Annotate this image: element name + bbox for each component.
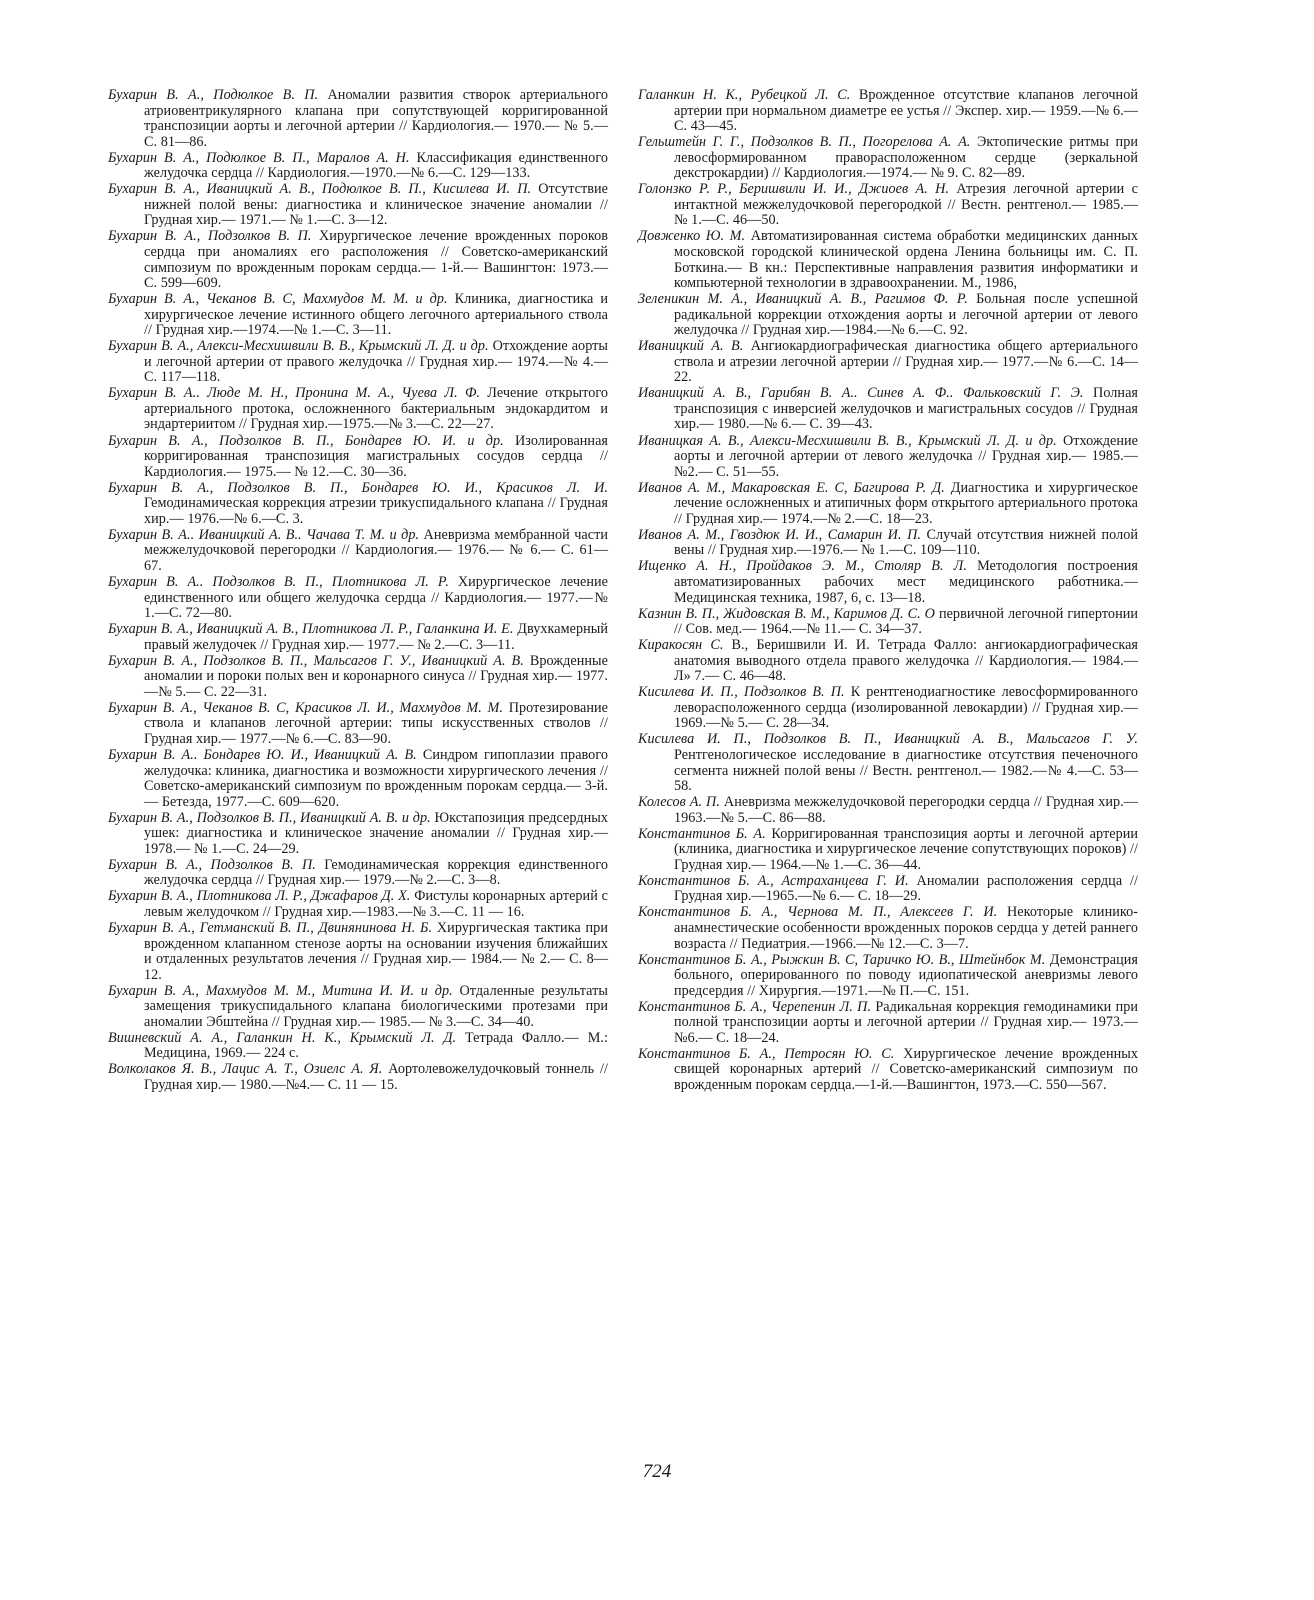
reference-entry (638, 339, 1138, 386)
reference-text: Хирургическое лечение единственного или общего желудочка сердца // Кардиология.— 1977.—№ 1.—С. 72—80. (144, 573, 608, 622)
reference-text: Некоторые клинико-анамнестические особенности врожденных пороков сердца у детей раннего возраста // Педиатрия.—1966.—№ 12.—С. 3—7. (674, 904, 1138, 952)
reference-entry (108, 921, 608, 983)
reference-text: Ангиокардиографическая диагностика общего артериального ствола и атрезии легочной артерии // Грудная хир.— 1977.—№ 6.—С. 14—22. (674, 338, 1138, 386)
reference-text: Врожденные аномалии и пороки полых вен и коронарного синуса // Грудная хир.— 1977.—№ 5.— С. 22—31. (144, 652, 608, 700)
reference-entry (108, 811, 608, 858)
reference-entry (108, 339, 608, 386)
reference-entry (638, 638, 1138, 685)
reference-authors: Бухарин В. А., Подюлкое В. П. (108, 87, 319, 103)
reference-entry (638, 905, 1138, 952)
reference-text: Аномалии расположения сердца // Грудная хир.—1965.—№ 6.— С. 18—29. (674, 872, 1138, 905)
reference-text: Фистулы коронарных артерий с левым желудочком // Грудная хир.—1983.—№ 3.—С. 11 — 16. (144, 888, 608, 920)
reference-text: Рентгенологическое исследование в диагностике отсутствия печеночного сегмента нижней полой вены // Вестн. рентгенол.— 1982.—№ 4.—С. 53—58. (674, 746, 1138, 795)
reference-text: Атрезия легочной артерии с интактной межжелудочковой перегородкой // Вестн. рентгенол.— 1985.— № 1.—С. 46—50. (674, 181, 1138, 229)
reference-text: Корригированная транспозиция аорты и легочной артерии (клиника, диагностика и хирургическое лечение сопутствующих пороков) // Грудная хир.— 1964.—№ 1.—С. 36—44. (674, 825, 1138, 873)
reference-authors: Кисилева И. П., Подзолков В. П. (638, 684, 845, 701)
reference-text: Тетрада Фалло.— М.: Медицина, 1969.— 224 с. (144, 1029, 608, 1062)
reference-text: Лечение открытого артериального протока, осложненного бактериальным эндокардитом и эндартериитом // Грудная хир.—1975.—№ 3.—С. 22—27. (144, 385, 609, 433)
reference-authors: Бухарин В. А., Подюлкое В. П., Маралов А. Н. (108, 149, 410, 166)
reference-entry (638, 386, 1138, 433)
reference-authors: Гельштейн Г. Г., Подзолков В. П., Погорелова А. А. (638, 134, 971, 151)
reference-authors: Иванов А. М., Гвоздюк И. И., Самарин И. П. (638, 526, 921, 543)
reference-entry (638, 182, 1138, 229)
reference-entry (108, 182, 608, 229)
reference-text: Случай отсутствия нижней полой вены // Грудная хир.—1976.— № 1.—С. 109—110. (674, 526, 1138, 559)
reference-text: Хирургическое лечение врожденных пороков сердца при аномалиях его расположения // Советско-американский симпозиум по врожденным порокам сердца.— 1-й.— Вашингтон: 1973.— С. 599—609. (144, 228, 608, 292)
reference-text: Юкстапозиция предсердных ушек: диагностика и клиническое значение аномалии // Грудная хир.—1978.— № 1.—С. 24—29. (144, 809, 608, 857)
reference-text: Синдром гипоплазии правого желудочка: клиника, диагностика и возможности хирургического лечения // Советско-американский симпозиум по врожденным порокам сердца.— 3-й.— Бетезда, 1977.—С. 609—620. (144, 746, 608, 810)
reference-entry (108, 386, 608, 433)
reference-authors: Голонзко Р. Р., Беришвили И. И., Джиоев А. Н. (638, 181, 950, 198)
reference-authors: Бухарин В. А., Алекси-Месхишвили В. В., Крымский Л. Д. и др. (108, 338, 489, 355)
page-number: 724 (642, 1461, 672, 1482)
reference-entry (108, 575, 608, 622)
reference-text: К рентгенодиагностике левосформированного леворасположенного сердца (изолированной левокардии) // Грудная хир.— 1969.—№ 5.— С. 28—34. (674, 684, 1138, 732)
reference-authors: Бухарин В. А., Иваницкий А. В., Подюлкое В. П., Кисилева И. П. (108, 181, 532, 198)
reference-authors: Константинов Б. А., Петросян Ю. С. (638, 1045, 895, 1062)
reference-authors: Константинов Б. А., Рыжкин В. С, Таричко Ю. В., Штейнбок М. (638, 951, 1046, 968)
reference-authors: Вишневский А. А., Галанкин Н. К., Крымский Л. Д. (108, 1029, 457, 1046)
reference-entry (108, 481, 608, 528)
reference-text: Аневризма межжелудочковой перегородки сердца // Грудная хир.—1963.—№ 5.—С. 86—88. (674, 794, 1138, 826)
reference-text: Клиника, диагностика и хирургическое лечение истинного общего легочного артериального ствола // Грудная хир.—1974.—№ 1.—С. 3—11. (144, 291, 608, 339)
reference-entry (108, 151, 608, 182)
reference-entry (638, 795, 1138, 826)
reference-authors: Иванов А. М., Макаровская Е. С, Багирова Р. Д. (638, 479, 945, 496)
reference-authors: Бухарин В. А.. Бондарев Ю. И., Иваницкий А. В. (108, 746, 417, 763)
reference-authors: Бухарин В. А., Гетманский В. П., Двинянинова Н. Б. (108, 919, 433, 936)
reference-entry (108, 654, 608, 701)
reference-authors: Бухарин В. А., Подзолков В. П., Бондарев Ю. И., Красиков Л. И. (108, 479, 608, 496)
reference-entry (638, 874, 1138, 905)
reference-authors: Довженко Ю. М. (638, 228, 746, 245)
reference-authors: Константинов Б. А., Астраханцева Г. И. (638, 872, 909, 889)
reference-text: Двухкамерный правый желудочек // Грудная хир.— 1977.— № 2.—С. 3—11. (144, 621, 608, 653)
reference-authors: Зеленикин М. А., Иваницкий А. В., Рагимов Ф. Р. (638, 291, 968, 308)
reference-text: Больная после успешной радикальной коррекции отхождения аорты и легочной артерии от левого желудочка // Грудная хир.—1984.—№ 6.—С. 92. (674, 291, 1138, 339)
reference-authors: Бухарин В. А., Подзолков В. П., Иваницкий А. В. и др. (108, 809, 431, 826)
reference-entry (108, 701, 608, 748)
reference-entry (108, 622, 608, 653)
reference-entry (108, 88, 608, 150)
reference-text: Демонстрация больного, оперированного по поводу идиопатической аневризмы левого предсердия // Хирургия.—1971.—№ П.—С. 151. (674, 951, 1138, 999)
reference-entry (638, 953, 1138, 1000)
reference-authors: Бухарин В. А., Подзолков В. П. (108, 228, 312, 245)
reference-entry (108, 434, 608, 481)
reference-authors: Константинов Б. А., Черепенин Л. П. (638, 998, 872, 1015)
reference-text: Хирургическая тактика при врожденном клапанном стенозе аорты на основании изучения ближайших и отдаленных результатов лечения // Грудная хир.— 1984.— № 2.— С. 8—12. (144, 919, 608, 983)
reference-entry (638, 732, 1138, 794)
reference-entry (108, 229, 608, 291)
reference-text: Эктопические ритмы при левосформированном праворасположенном сердце (зеркальной декстрокардии) // Кардиология.—1974.— № 9. С. 82—89. (674, 134, 1138, 182)
reference-entry (638, 559, 1138, 606)
reference-authors: Константинов Б. А., Чернова М. П., Алексеев Г. И. (638, 904, 998, 921)
reference-text: Врожденное отсутствие клапанов легочной артерии при нормальном диаметре ее устья // Экспер. хир.— 1959.—№ 6.—С. 43—45. (674, 87, 1138, 135)
reference-authors: Бухарин В. А., Махмудов М. М., Митина И. И. и др. (108, 982, 453, 999)
reference-text: Аортолевожелудочковый тоннель // Грудная хир.— 1980.—№4.— С. 11 — 15. (144, 1061, 608, 1093)
reference-text: Аневризма мембранной части межжелудочковой перегородки // Кардиология.— 1976.— № 6.— С. 61—67. (144, 526, 608, 574)
reference-entry (638, 481, 1138, 528)
reference-authors: Казнин В. П., Жидовская В. М., Каримов Д. С. О (638, 605, 935, 622)
reference-authors: Бухарин В. А., Плотникова Л. Р., Джафаров Д. X. (108, 888, 411, 905)
reference-text: Хирургическое лечение врожденных свищей коронарных артерий // Советско-американский симпозиум по врожденным порокам сердца.—1-й.—Вашингтон, 1973.—С. 550—567. (674, 1045, 1138, 1093)
left-column (108, 88, 608, 1094)
reference-authors: Волколаков Я. В., Лацис А. Т., Озиелс А. Я. (108, 1061, 383, 1078)
reference-entry (638, 135, 1138, 182)
reference-authors: Бухарин В. А., Подзолков В. П., Мальсагов Г. У., Иваницкий А. В. (108, 652, 524, 669)
reference-authors: Бухарин В. А., Подзолков В. П. (108, 856, 316, 873)
reference-authors: Константинов Б. А. (638, 825, 766, 842)
reference-authors: Бухарин В. А., Чеканов В. С, Махмудов М. М. и др. (108, 291, 448, 308)
reference-text: Протезирование ствола и клапанов легочной артерии: типы искусственных стволов // Грудная хир.— 1977.—№ 6.—С. 83—90. (144, 699, 608, 747)
reference-text: Полная транспозиция с инверсией желудочков и магистральных сосудов // Грудная хир.— 1980.—№ 6.— С. 39—43. (674, 385, 1138, 433)
reference-entry (638, 1000, 1138, 1047)
reference-authors: Иваницкая А. В., Алекси-Месхишвили В. В., Крымский Л. Д. и др. (638, 432, 1057, 449)
reference-authors: Бухарин В. А., Чеканов В. С, Красиков Л. И., Махмудов М. М. (108, 699, 503, 716)
reference-entry (638, 607, 1138, 638)
reference-text: Изолированная корригированная транспозиция магистральных сосудов сердца // Кардиология.— 1975.— № 12.—С. 30—36. (144, 432, 608, 480)
reference-authors: Галанкин Н. К., Рубецкой Л. С. (638, 87, 851, 103)
reference-entry (638, 434, 1138, 481)
reference-authors: Киракосян С. (638, 637, 724, 654)
reference-authors: Бухарин В. А.. Иваницкий А. В.. Чачава Т. М. и др. (108, 526, 420, 543)
reference-entry (638, 88, 1138, 135)
reference-text: Методология построения автоматизированных рабочих мест медицинского работника.— Медицинская техника, 1987, 6, с. 13—18. (674, 558, 1138, 606)
reference-authors: Кисилева И. П., Подзолков В. П., Иваницкий А. В., Мальсагов Г. У. (638, 731, 1138, 748)
reference-text: Отхождение аорты и легочной артерии от левого желудочка // Грудная хир.— 1985.—№2.— С. 51—55. (674, 432, 1138, 480)
reference-entry (108, 748, 608, 810)
reference-authors: Бухарин В. А., Подзолков В. П., Бондарев Ю. И. и др. (108, 432, 504, 449)
reference-entry (108, 984, 608, 1031)
reference-entry (638, 685, 1138, 732)
reference-entry (108, 889, 608, 920)
reference-entry (638, 827, 1138, 874)
reference-entry (108, 1031, 608, 1062)
reference-authors: Бухарин В. А.. Подзолков В. П., Плотникова Л. Р. (108, 573, 449, 590)
reference-text: Отсутствие нижней полой вены: диагностика и клиническое значение аномалии // Грудная хир.— 1971.— № 1.—С. 3—12. (144, 181, 608, 229)
reference-text: Автоматизированная система обработки медицинских данных московской городской клинической ордена Ленина больницы им. С. П. Боткина.— В кн.: Перспективные направления развития информатики и компьютерной технологии в здравоохранении. М., 1986, (674, 228, 1138, 292)
reference-entry (638, 528, 1138, 559)
reference-text: Радикальная коррекция гемодинамики при полной транспозиции аорты и легочной артерии // Грудная хир.— 1973.—№6.— С. 18—24. (674, 998, 1139, 1046)
reference-text: Аномалии развития створок артериального атриовентрикулярного клапана при сопутствующей корригированной транспозиции аорты и легочной артерии // Кардиология.— 1970.— № 5.— С. 81—86. (144, 87, 608, 150)
reference-entry (108, 1062, 608, 1093)
reference-text: Отхождение аорты и легочной артерии от правого желудочка // Грудная хир.— 1974.—№ 4.—С. 117—118. (144, 338, 608, 386)
reference-text: Гемодинамическая коррекция единственного желудочка сердца // Грудная хир.— 1979.—№ 2.—С. 3—8. (144, 856, 608, 889)
reference-entry (108, 292, 608, 339)
reference-entry (638, 292, 1138, 339)
reference-text: В., Беришвили И. И. Тетрада Фалло: ангиокардиографическая анатомия выводного отдела правого желудочка // Кардиология.— 1984.—Л» 7.— С. 46—48. (674, 637, 1138, 685)
reference-text: Гемодинамическая коррекция атрезии трикуспидального клапана // Грудная хир.— 1976.—№ 6.—С. 3. (144, 495, 608, 527)
reference-authors: Бухарин В. А., Иваницкий А. В., Плотникова Л. Р., Галанкина И. Е. (108, 621, 514, 638)
right-column (638, 88, 1138, 1094)
reference-text: Отдаленные результаты замещения трикуспидального клапана биологическими протезами при аномалии Эбштейна // Грудная хир.— 1985.— № 3.—С. 34—40. (144, 982, 608, 1030)
reference-entry (108, 528, 608, 575)
reference-authors: Ищенко А. Н., Пройдаков Э. М., Столяр В. Л. (638, 558, 967, 575)
reference-authors: Колесов А. П. (638, 794, 720, 811)
reference-text: Классификация единственного желудочка сердца // Кардиология.—1970.—№ 6.—С. 129—133. (144, 149, 608, 182)
reference-entry (638, 1047, 1138, 1094)
reference-entry (638, 229, 1138, 291)
reference-text: первичной легочной гипертонии // Сов. мед.— 1964.—№ 11.— С. 34—37. (674, 605, 1138, 638)
reference-entry (108, 858, 608, 889)
reference-authors: Бухарин В. А.. Люде М. Н., Пронина М. А., Чуева Л. Ф. (108, 385, 481, 402)
reference-authors: Иваницкий А. В. (638, 338, 744, 355)
reference-text: Диагностика и хирургическое лечение осложненных и атипичных форм открытого артериального протока // Грудная хир.— 1974.—№ 2.—С. 18—23. (674, 479, 1138, 527)
reference-authors: Иваницкий А. В., Гарибян В. А.. Синев А. Ф.. Фальковский Г. Э. (638, 385, 1084, 402)
